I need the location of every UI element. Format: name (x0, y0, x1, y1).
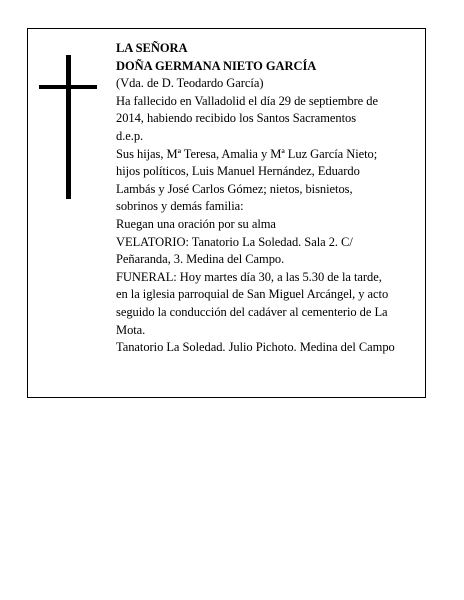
family-line-1: Sus hijas, Mª Teresa, Amalia y Mª Luz García Nieto; (116, 146, 378, 161)
death-line-2: 2014, habiendo recibido los Santos Sacramentos (116, 111, 357, 126)
family-line-2: hijos políticos, Luis Manuel Hernández, Eduardo (116, 164, 360, 179)
funeral-line-3: seguido la conducción del cadáver al cementerio de La (116, 304, 388, 319)
family-line-4: sobrinos y demás familia: (116, 199, 244, 214)
death-line-1: Ha fallecido en Valladolid el día 29 de septiembre de (116, 93, 378, 108)
cross-horizontal-bar (39, 85, 97, 89)
funeral-home-line: Tanatorio La Soledad. Julio Pichoto. Medina del Campo (116, 340, 395, 355)
dep-line: d.e.p. (116, 128, 144, 143)
funeral-line-1: FUNERAL: Hoy martes día 30, a las 5.30 de la tarde, (116, 269, 382, 284)
cross-icon (39, 55, 97, 199)
family-line-3: Lambás y José Carlos Gómez; nietos, bisnietos, (116, 181, 353, 196)
widow-line: (Vda. de D. Teodardo García) (116, 76, 264, 91)
title-line-1: LA SEÑORA (116, 41, 188, 55)
wake-line-2: Peñaranda, 3. Medina del Campo. (116, 252, 285, 267)
notice-text (116, 40, 426, 357)
deceased-name: DOÑA GERMANA NIETO GARCÍA (116, 58, 317, 73)
cross-vertical-bar (66, 55, 71, 199)
prayer-line: Ruegan una oración por su alma (116, 216, 276, 231)
funeral-line-2: en la iglesia parroquial de San Miguel Arcángel, y acto (116, 287, 389, 302)
obituary-notice (27, 28, 426, 398)
funeral-line-4: Mota. (116, 322, 146, 337)
wake-line-1: VELATORIO: Tanatorio La Soledad. Sala 2. C/ (116, 234, 353, 249)
